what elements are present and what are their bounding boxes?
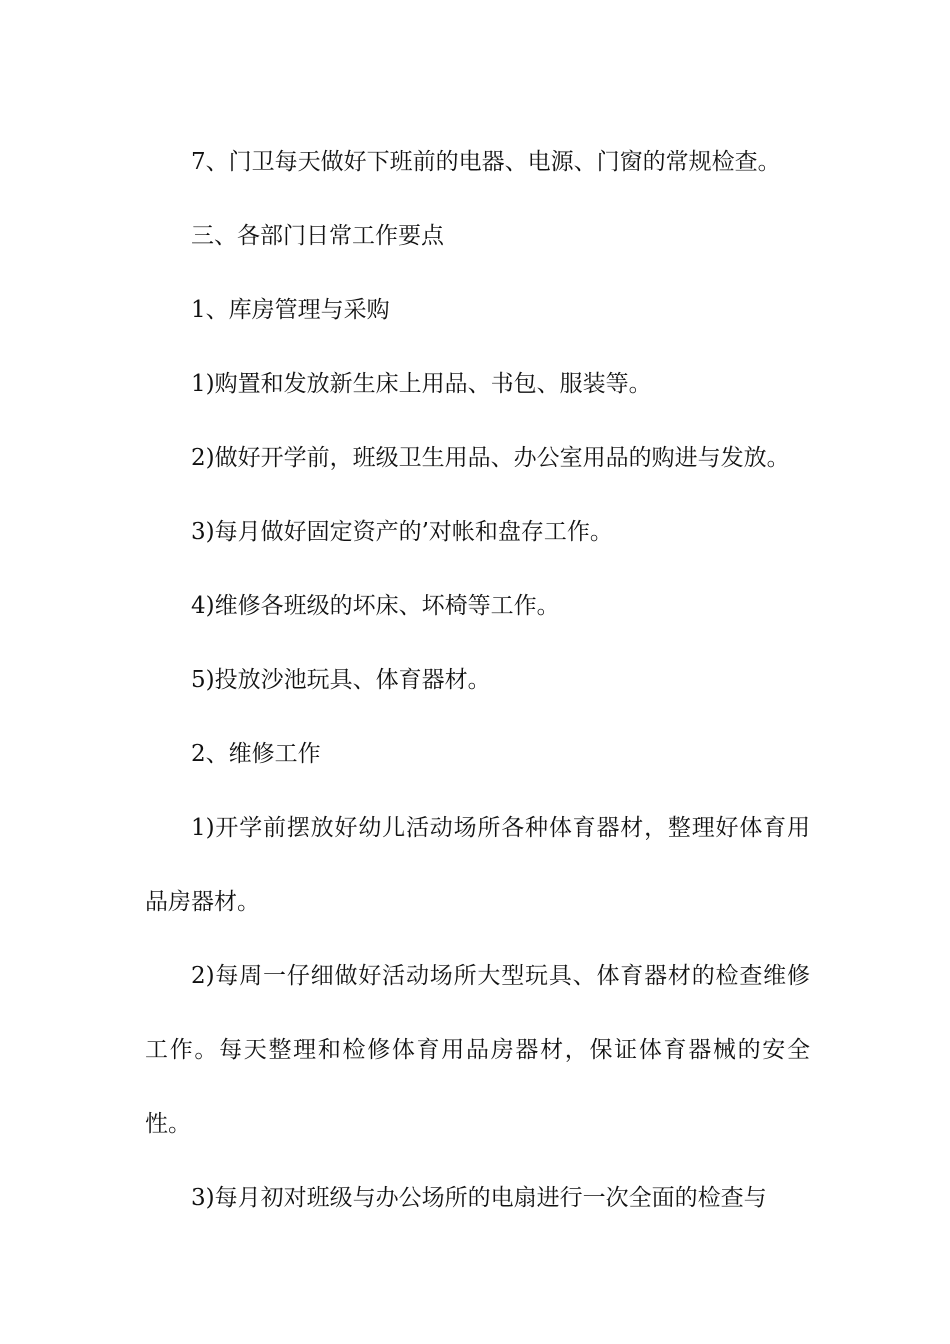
subheading-maintenance: 2、维修工作 <box>191 741 321 767</box>
paragraph-guard-check: 7、门卫每天做好下班前的电器、电源、门窗的常规检查。 <box>191 149 781 175</box>
section-heading-daily-work: 三、各部门日常工作要点 <box>191 223 444 249</box>
list-item-class-supplies: 2)做好开学前，班级卫生用品、办公室用品的购进与发放。 <box>191 445 790 471</box>
list-item-sports-equipment: 1)开学前摆放好幼儿活动场所各种体育器材，整理好体育用品房器材。 <box>145 815 810 915</box>
list-item-repair-furniture: 4)维修各班级的坏床、坏椅等工作。 <box>191 593 560 619</box>
document-body <box>145 125 810 1235</box>
list-item-fixed-assets: 3)每月做好固定资产的’对帐和盘存工作。 <box>191 519 613 545</box>
subheading-storage-purchase: 1、库房管理与采购 <box>191 297 390 323</box>
list-item-fan-inspection: 3)每月初对班级与办公场所的电扇进行一次全面的检查与 <box>191 1185 767 1211</box>
list-item-sandpit-toys: 5)投放沙池玩具、体育器材。 <box>191 667 491 693</box>
list-item-purchase-supplies: 1)购置和发放新生床上用品、书包、服装等。 <box>191 371 652 397</box>
list-item-weekly-inspection: 2)每周一仔细做好活动场所大型玩具、体育器材的检查维修工作。每天整理和检修体育用品房器材，保证体育器械的安全性。 <box>145 963 810 1137</box>
